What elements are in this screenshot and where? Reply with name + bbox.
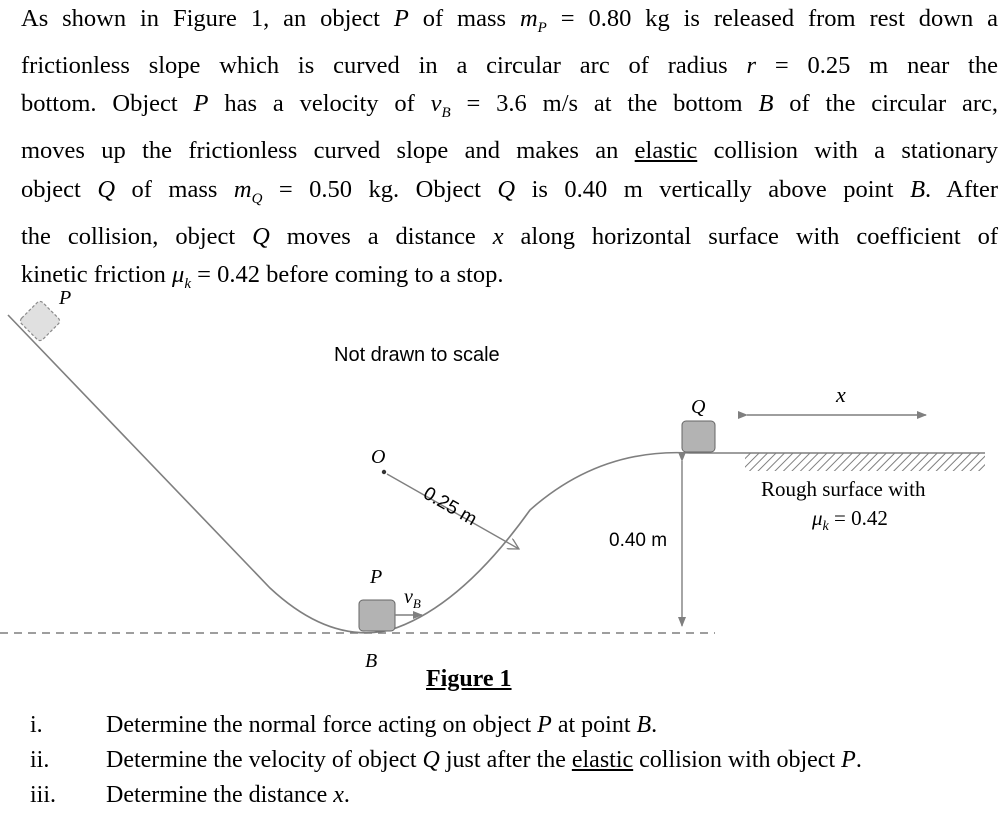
problem-line: frictionless slope which is curved in a circular arc of radius r = 0.25 m near the: [21, 52, 998, 80]
block-P: [359, 600, 395, 631]
center-O-dot: [382, 470, 386, 474]
problem-line: the collision, object Q moves a distance x along horizontal surface with coefficient of: [21, 222, 998, 250]
block-Q: [682, 421, 715, 452]
label-P-bottom: P: [370, 566, 383, 588]
problem-line: moves up the frictionless curved slope and makes an elastic collision with a stationary: [21, 137, 998, 165]
question-number: i.: [30, 712, 43, 738]
rough-surface: [745, 453, 985, 471]
rough-surface-label: Rough surface with: [761, 477, 926, 501]
height-label: 0.40 m: [609, 530, 668, 551]
problem-line: As shown in Figure 1, an object P of mass $m_P = 0.80$ kg is released from rest down a: [21, 5, 998, 36]
problem-statement: [21, 0, 998, 303]
problem-line: object Q of mass $m_Q = 0.50$ kg. Object Q is 0.40 m vertically above point B. After: [21, 175, 998, 207]
label-Q: Q: [691, 396, 706, 418]
label-P-top: P: [59, 287, 72, 309]
mu-sub: k: [822, 519, 829, 535]
question-number: ii.: [30, 747, 50, 773]
mu-symbol: μ: [812, 506, 823, 530]
not-to-scale-note: Not drawn to scale: [334, 344, 500, 366]
label-O: O: [371, 446, 386, 468]
mu-value: = 0.42: [828, 506, 888, 530]
mu-k-label: [812, 506, 888, 535]
label-vB: [404, 586, 421, 612]
question-text: Determine the velocity of object Q just after the elastic collision with object P.: [106, 747, 862, 773]
question-text: Determine the normal force acting on object P at point B.: [106, 712, 658, 738]
label-vB-sub: B: [412, 596, 421, 611]
label-x: x: [836, 382, 846, 407]
radius-label: 0.25 m: [419, 483, 481, 531]
problem-line: bottom. Object P has a velocity of $v_B = 3.6$ m/s at the bottom B of the circular arc,: [21, 90, 998, 122]
question-text: Determine the distance x.: [106, 782, 350, 808]
label-B: B: [365, 650, 378, 672]
question-number: iii.: [30, 782, 57, 808]
label-vB-v: v: [404, 586, 413, 608]
figure-1: [0, 278, 1004, 708]
figure-caption: Figure 1: [426, 666, 512, 692]
problem-line: kinetic friction $\mu_k = 0.42$ before coming to a stop.: [21, 260, 504, 292]
block-P-initial: [19, 300, 61, 342]
